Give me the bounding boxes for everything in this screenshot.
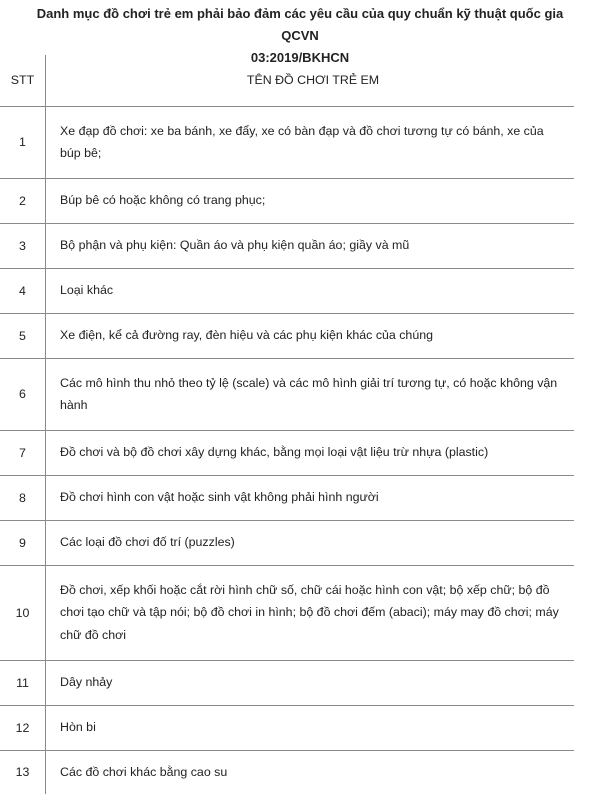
table-row xyxy=(0,475,574,520)
column-header-name: TÊN ĐỒ CHƠI TRẺ EM xyxy=(46,55,575,106)
table-row xyxy=(0,750,574,794)
page-title-line-2: 03:2019/BKHCN xyxy=(250,50,350,65)
row-toy-name: Xe đạp đồ chơi: xe ba bánh, xe đẩy, xe có bàn đạp và đồ chơi tương tự có bánh, xe của búp bê; xyxy=(46,106,575,178)
row-number: 1 xyxy=(0,106,46,178)
row-number: 9 xyxy=(0,520,46,565)
toy-list-table xyxy=(0,55,574,794)
row-toy-name: Đồ chơi và bộ đồ chơi xây dựng khác, bằng mọi loại vật liệu trừ nhựa (plastic) xyxy=(46,430,575,475)
row-toy-name: Loại khác xyxy=(46,268,575,313)
row-toy-name: Hòn bi xyxy=(46,705,575,750)
row-number: 7 xyxy=(0,430,46,475)
row-toy-name: Đồ chơi, xếp khối hoặc cắt rời hình chữ số, chữ cái hoặc hình con vật; bộ xếp chữ; bộ đồ chơi tạo chữ và tập nói; bộ đồ chơi in hình; bộ đồ chơi đếm (abaci); máy may đồ chơi; máy chữ đồ chơi xyxy=(46,565,575,660)
row-toy-name: Dây nhảy xyxy=(46,660,575,705)
table-row xyxy=(0,705,574,750)
row-toy-name: Bộ phận và phụ kiện: Quần áo và phụ kiện quần áo; giầy và mũ xyxy=(46,223,575,268)
table-row xyxy=(0,313,574,358)
table-row xyxy=(0,565,574,660)
row-number: 3 xyxy=(0,223,46,268)
table-header-row xyxy=(0,55,574,106)
row-number: 11 xyxy=(0,660,46,705)
row-number: 10 xyxy=(0,565,46,660)
row-toy-name: Các mô hình thu nhỏ theo tỷ lệ (scale) và các mô hình giải trí tương tự, có hoặc không vận hành xyxy=(46,358,575,430)
row-toy-name: Xe điện, kể cả đường ray, đèn hiệu và các phụ kiện khác của chúng xyxy=(46,313,575,358)
row-number: 13 xyxy=(0,750,46,794)
row-number: 4 xyxy=(0,268,46,313)
page-title xyxy=(0,0,600,65)
row-number: 12 xyxy=(0,705,46,750)
row-toy-name: Đồ chơi hình con vật hoặc sinh vật không phải hình người xyxy=(46,475,575,520)
table-row xyxy=(0,520,574,565)
table-row xyxy=(0,660,574,705)
row-number: 2 xyxy=(0,178,46,223)
row-number: 6 xyxy=(0,358,46,430)
row-toy-name: Các loại đồ chơi đố trí (puzzles) xyxy=(46,520,575,565)
page-title-line-1: Danh mục đồ chơi trẻ em phải bảo đảm các yêu cầu của quy chuẩn kỹ thuật quốc gia QCVN xyxy=(36,6,564,43)
table-row xyxy=(0,106,574,178)
table-row xyxy=(0,358,574,430)
table-row xyxy=(0,268,574,313)
table-row xyxy=(0,178,574,223)
table-row xyxy=(0,223,574,268)
row-number: 5 xyxy=(0,313,46,358)
row-number: 8 xyxy=(0,475,46,520)
row-toy-name: Búp bê có hoặc không có trang phục; xyxy=(46,178,575,223)
column-header-stt: STT xyxy=(0,55,46,106)
table-row xyxy=(0,430,574,475)
row-toy-name: Các đồ chơi khác bằng cao su xyxy=(60,765,228,779)
